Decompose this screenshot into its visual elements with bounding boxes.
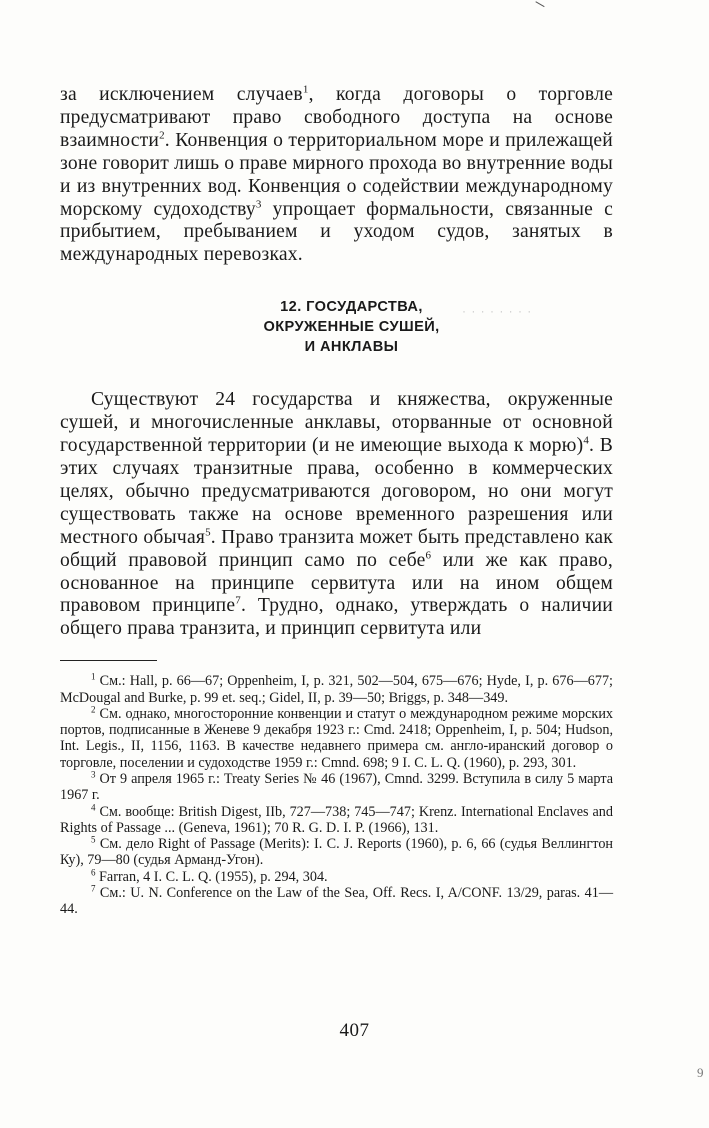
footnote-5 <box>60 836 613 869</box>
footnote-number: 3 <box>91 769 96 780</box>
text-run: или же как право, основанное на принципе сервитута или на ином общем правовом принципе <box>60 549 613 617</box>
text-run: . Конвенция о территориальном море и прилежащей зоне говорит лишь о праве мирного прохода во внутренние воды и из внутренних вод. Конвенция о содействии международному морскому судоходству <box>60 129 613 220</box>
footnote-text: См. вообще: British Digest, IIb, 727—738; 745—747; Krenz. International Enclaves and Rights of Passage ... (Geneva, 1961); 70 R. G. D. I. P. (1966), 131. <box>60 803 613 836</box>
text-run: . Трудно, однако, утверждать о наличии общего права транзита, и принцип сервитута или <box>60 595 613 640</box>
footnote-text: От 9 апреля 1965 г.: Treaty Series № 46 (1967), Cmnd. 3299. Вступила в силу 5 марта 1967 г. <box>60 771 613 804</box>
footnote-ref[interactable]: 5 <box>205 526 211 539</box>
footnote-2 <box>60 706 613 771</box>
footnote-divider <box>60 660 157 661</box>
footnote-text: Farran, 4 I. C. L. Q. (1955), p. 294, 304. <box>99 868 328 885</box>
footnote-text: См. однако, многосторонние конвенции и статут о международном режиме морских портов, подписанные в Женеве 9 декабря 1923 г.: Cmd. 2418; Oppenheim, I, p. 504; Hudson, Int. Legis., II, 1156, 1163. В качестве недавнего примера см. англо-иранский договор о торговле, поселении и судоходстве 1959 г.: Cmnd. 698; 9 I. C. L. Q. (1960), p. 293, 301. <box>60 705 613 771</box>
footnote-ref[interactable]: 7 <box>235 594 241 607</box>
footnote-4 <box>60 801 613 837</box>
footnote-6 <box>60 869 613 885</box>
footnote-number: 2 <box>91 704 96 715</box>
footnote-text: См.: Hall, p. 66—67; Oppenheim, I, p. 321, 502—504, 675—676; Hyde, I, p. 676—677; McDougal and Burke, p. 99 et. seq.; Gidel, II, p. 39—50; Briggs, p. 348—349. <box>60 673 613 706</box>
footnote-3 <box>60 771 613 804</box>
footnote-text: См.: U. N. Conference on the Law of the Sea, Off. Recs. I, A/CONF. 13/29, paras. 41—44. <box>60 885 614 918</box>
footnotes <box>60 673 613 917</box>
footnote-number: 7 <box>91 883 96 894</box>
heading-line-2: ОКРУЖЕННЫЕ СУШЕЙ, <box>263 319 440 336</box>
text-run: упрощает формальности, связанные с прибытием, пребыванием и уходом судов, занятых в международных перевозках. <box>60 198 613 266</box>
footnote-ref[interactable]: 3 <box>255 198 262 210</box>
text-run: Существуют 24 государства и княжества, окруженные сушей, и многочисленные анклавы, оторванные от основной государственной территории (и не имеющие выхода к морю) <box>60 389 613 457</box>
footnote-ref[interactable]: 6 <box>425 549 432 562</box>
footnote-number: 6 <box>91 867 96 878</box>
footnote-number: 1 <box>91 671 96 682</box>
footnote-ref[interactable]: 4 <box>583 434 590 447</box>
edge-mark: 9 <box>697 1065 704 1080</box>
footnote-number: 4 <box>91 801 96 812</box>
text-run: за исключением случаев <box>60 84 303 105</box>
footnote-ref[interactable]: 1 <box>302 83 309 96</box>
footnote-text: См. дело Right of Passage (Merits): I. C. J. Reports (1960), p. 6, 66 (судья Веллингтон Ку), 79—80 (судья Арманд-Угон). <box>60 836 614 869</box>
footnote-number: 5 <box>91 834 96 845</box>
heading-line-1: 12. ГОСУДАРСТВА, <box>280 299 423 316</box>
heading-line-3: И АНКЛАВЫ <box>304 339 399 356</box>
paragraph-1 <box>60 84 613 267</box>
footnote-ref[interactable]: 2 <box>159 129 165 142</box>
scan-mark <box>535 0 546 7</box>
text-run: , когда договоры о торговле предусматривают право свободного доступа на основе взаимности <box>60 84 613 151</box>
page-body <box>60 84 613 918</box>
text-run: . Право транзита может быть представлено как общий правовой принцип само по себе <box>60 526 613 571</box>
paragraph-2 <box>60 389 613 641</box>
footnote-1 <box>60 673 613 706</box>
bleed-through-text: · · · · · · · · <box>462 304 533 318</box>
footnote-7 <box>60 885 613 918</box>
text-run: . В этих случаях транзитные права, особенно в коммерческих целях, обычно предусматриваются договором, но они могут существовать также на основе временного разрешения или местного обычая <box>60 435 613 548</box>
page-number: 407 <box>339 1020 370 1041</box>
